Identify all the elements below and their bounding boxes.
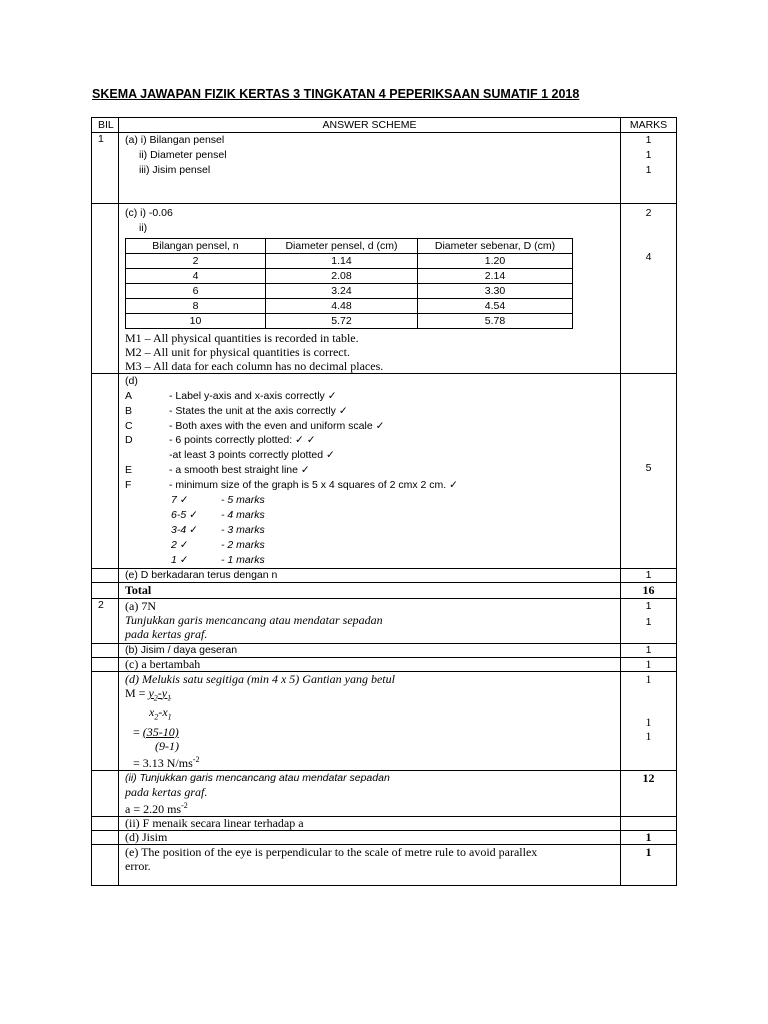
header-row: [92, 118, 677, 133]
sub-2: 2: [154, 712, 159, 722]
mark-value: 1: [645, 616, 652, 628]
header-answer-scheme: ANSWER SCHEME: [119, 118, 621, 133]
data-cell: 3.24: [266, 284, 418, 299]
criteria-letter: D: [125, 434, 133, 447]
q2-a-scheme: [119, 599, 621, 644]
note-line: M2 – All unit for physical quantities is correct.: [125, 345, 350, 359]
q1-c-row: [92, 204, 677, 374]
q2-d-line: (d) Melukis satu segitiga (min 4 x 5) Gantian yang betul: [125, 672, 395, 686]
scale-ticks: 6-5 ✓: [171, 508, 198, 521]
q1-e-scheme: [119, 569, 621, 583]
q1-e-marks: [621, 569, 677, 583]
q2-b-marks: [621, 644, 677, 658]
criteria-item: [125, 389, 614, 404]
mark-value: 1: [645, 657, 652, 671]
q2-c-text: (c) a bertambah: [125, 657, 201, 671]
substitution-denominator: (9-1): [155, 738, 179, 753]
var-x1: x: [162, 705, 168, 720]
scale-ticks: 1 ✓: [171, 553, 189, 566]
empty-cell: [92, 644, 119, 658]
data-cell: 1.14: [266, 254, 418, 269]
criteria-letter: E: [125, 463, 133, 476]
empty-cell: [92, 830, 119, 844]
data-cell: 2.08: [266, 269, 418, 284]
data-cell: 3.30: [418, 284, 573, 299]
result-exponent: -2: [192, 754, 200, 764]
q2-ii-f-row: [92, 816, 677, 830]
data-table-row: [126, 314, 573, 329]
criteria-text: - Label y-axis and x-axis correctly ✓: [169, 390, 337, 402]
mark-value: 1: [645, 715, 652, 729]
mark-value: 1: [645, 729, 652, 743]
q2-a-marks: [621, 599, 677, 644]
data-cell: 6: [126, 284, 266, 299]
q2-a-row: [92, 599, 677, 644]
q1-a-line: ii) Diameter pensel: [139, 149, 227, 161]
data-table-header-cell: Bilangan pensel, n: [126, 239, 266, 254]
data-table: [125, 238, 573, 329]
q1-a-line: iii) Jisim pensel: [139, 164, 211, 176]
mark-value: 1: [645, 829, 652, 844]
data-cell: 1.20: [418, 254, 573, 269]
equals: =: [133, 724, 143, 739]
substitution-numerator: (35-10): [142, 724, 179, 739]
scale-ticks: 7 ✓: [171, 493, 189, 506]
criteria-letter: [125, 448, 169, 463]
mark-value: 1: [645, 672, 652, 686]
mark-value: 5: [645, 461, 652, 474]
q1-a-row: [92, 133, 677, 204]
empty-cell: [92, 770, 119, 816]
data-cell: 8: [126, 299, 266, 314]
total-label: Total: [119, 583, 621, 599]
scale-marks: - 5 marks: [221, 493, 265, 506]
q1-d-row: [92, 374, 677, 569]
minus: -: [157, 686, 162, 700]
mark-scale-row: [125, 523, 614, 538]
scale-marks: - 1 marks: [221, 553, 265, 566]
data-cell: 4.54: [418, 299, 573, 314]
data-table-header: [126, 239, 573, 254]
q2-e-scheme: [119, 844, 621, 885]
scale-ticks: 2 ✓: [171, 538, 189, 551]
data-cell: 2: [126, 254, 266, 269]
note-line: M1 – All physical quantities is recorded in table.: [125, 331, 359, 345]
q2-b-row: [92, 644, 677, 658]
total-marks: 16: [621, 583, 677, 599]
substitution: [125, 725, 614, 739]
empty-cell: [621, 816, 677, 830]
empty-cell: [92, 844, 119, 885]
q1-e-text: (e) D berkadaran terus dengan n: [125, 569, 278, 581]
q2-d-marks: [621, 672, 677, 771]
q1-a-line: (a) i) Bilangan pensel: [125, 134, 225, 146]
empty-cell: [92, 583, 119, 599]
q2-e-marks: [621, 844, 677, 885]
criteria-item: [125, 448, 614, 463]
data-cell: 5.72: [266, 314, 418, 329]
q2-d-scheme: [119, 672, 621, 771]
q2-ii-scheme: [119, 770, 621, 816]
gradient-formula: [125, 686, 614, 705]
note-line: M3 – All data for each column has no decimal places.: [125, 359, 384, 373]
data-table-header-cell: Diameter pensel, d (cm): [266, 239, 418, 254]
data-table-row: [126, 299, 573, 314]
header-bil: BIL: [92, 118, 119, 133]
q1-c-line: (c) i) -0.06: [125, 207, 173, 219]
criteria-letter: B: [125, 404, 133, 417]
scale-ticks: 3-4 ✓: [171, 523, 198, 536]
q2-ii-f-text: (ii) F menaik secara linear terhadap a: [125, 815, 304, 830]
q1-d-scheme: [119, 374, 621, 569]
q2-ii-line: [125, 799, 614, 816]
q2-b-scheme: [119, 644, 621, 658]
q1-d-marks: [621, 374, 677, 569]
q2-d2-row: [92, 830, 677, 844]
q2-c-marks: [621, 658, 677, 672]
var-y2: y: [148, 686, 154, 700]
data-table-row: [126, 284, 573, 299]
mark-value: 12: [642, 770, 655, 785]
criteria-text: - minimum size of the graph is 5 x 4 squares of 2 cmx 2 cm. ✓: [169, 478, 458, 491]
q2-ii-line: pada kertas graf.: [125, 784, 208, 799]
q1-d-label: (d): [125, 375, 138, 387]
scale-marks: - 3 marks: [221, 523, 265, 536]
formula-denominator: [125, 705, 614, 724]
criteria-text: - 6 points correctly plotted: ✓ ✓: [169, 434, 316, 447]
criteria-item: [125, 463, 614, 478]
q1-a-scheme: [119, 133, 621, 204]
gradient-result: [125, 753, 614, 770]
sub-1: 1: [167, 693, 172, 703]
q2-d-row: [92, 672, 677, 771]
empty-cell: [92, 204, 119, 374]
q2-a-line: pada kertas graf.: [125, 627, 208, 641]
data-cell: 2.14: [418, 269, 573, 284]
q1-c-line: ii): [139, 222, 148, 234]
q2-d2-marks: [621, 830, 677, 844]
q2-a-line: (a) 7N: [125, 599, 156, 613]
mark-value: 1: [645, 600, 652, 612]
mark-value: 1: [645, 134, 652, 146]
q1-c-marks: [621, 204, 677, 374]
mark-scale-row: [125, 508, 614, 523]
q2-a-line: Tunjukkan garis mencancang atau mendatar sepadan: [125, 613, 383, 627]
result-value: = 3.13 N/ms: [133, 755, 193, 770]
minus: -: [158, 705, 163, 720]
empty-cell: [92, 658, 119, 672]
criteria-text: - States the unit at the axis correctly ✓: [169, 404, 348, 417]
criteria-item: [125, 419, 614, 434]
mark-value: 1: [645, 164, 652, 176]
mark-scale-row: [125, 538, 614, 553]
criteria-letter: A: [125, 390, 133, 402]
mark-value: 2: [645, 207, 652, 219]
mark-value: 4: [645, 251, 652, 263]
empty-cell: [92, 816, 119, 830]
data-cell: 4: [126, 269, 266, 284]
q2-b-text: (b) Jisim / daya geseran: [125, 644, 238, 656]
data-table-row: [126, 269, 573, 284]
q2-e-row: [92, 844, 677, 885]
q2-c-row: [92, 658, 677, 672]
data-cell: 4.48: [266, 299, 418, 314]
q2-e-line: (e) The position of the eye is perpendicular to the scale of metre rule to avoid parallex: [125, 844, 538, 859]
scale-marks: - 4 marks: [221, 508, 265, 521]
criteria-text: - a smooth best straight line ✓: [169, 463, 310, 476]
formula-label: M =: [125, 686, 149, 700]
q1-c-scheme: [119, 204, 621, 374]
mark-value: 1: [645, 844, 652, 859]
data-cell: 10: [126, 314, 266, 329]
mark-value: 1: [645, 644, 652, 656]
criteria-letter: F: [125, 478, 132, 491]
q2-number: 2: [92, 599, 119, 644]
q1-total-row: [92, 583, 677, 599]
criteria-item: [125, 478, 614, 493]
q1-number: 1: [92, 133, 119, 204]
empty-cell: [92, 672, 119, 771]
var-y1: y: [161, 686, 168, 700]
criteria-text: -at least 3 points correctly plotted ✓: [169, 449, 335, 462]
scale-marks: - 2 marks: [221, 538, 265, 551]
data-cell: 5.78: [418, 314, 573, 329]
q2-ii-line: (ii) Tunjukkan garis mencancang atau mendatar sepadan: [125, 771, 390, 784]
sub-1: 1: [167, 712, 172, 722]
q2-e-line: error.: [125, 858, 151, 873]
q1-a-marks: [621, 133, 677, 204]
criteria-letter: C: [125, 419, 133, 432]
sub-2: 2: [153, 693, 158, 703]
acceleration-exponent: -2: [181, 800, 188, 810]
q2-d2-text: (d) Jisim: [125, 829, 168, 844]
header-marks: MARKS: [621, 118, 677, 133]
q1-e-row: [92, 569, 677, 583]
empty-cell: [92, 374, 119, 569]
criteria-item: [125, 433, 614, 448]
mark-value: 1: [645, 569, 652, 581]
criteria-text: - Both axes with the even and uniform scale ✓: [169, 419, 385, 432]
answer-scheme-table: [91, 117, 677, 886]
mark-scale-row: [125, 553, 614, 568]
mark-scale-row: [125, 493, 614, 508]
empty-cell: [92, 569, 119, 583]
formula-numerator: [148, 686, 172, 703]
var-x2: x: [149, 705, 155, 720]
data-table-row: [126, 254, 573, 269]
criteria-item: [125, 404, 614, 419]
mark-value: 1: [645, 149, 652, 161]
q2-ii-marks: [621, 770, 677, 816]
document-title: SKEMA JAWAPAN FIZIK KERTAS 3 TINGKATAN 4 PEPERIKSAAN SUMATIF 1 2018: [92, 87, 580, 101]
acceleration-value: a = 2.20 ms: [125, 801, 182, 816]
q2-ii-row: [92, 770, 677, 816]
q2-d2-scheme: [119, 830, 621, 844]
data-table-header-cell: Diameter sebenar, D (cm): [418, 239, 573, 254]
q2-ii-f-scheme: [119, 816, 621, 830]
q2-c-scheme: [119, 658, 621, 672]
